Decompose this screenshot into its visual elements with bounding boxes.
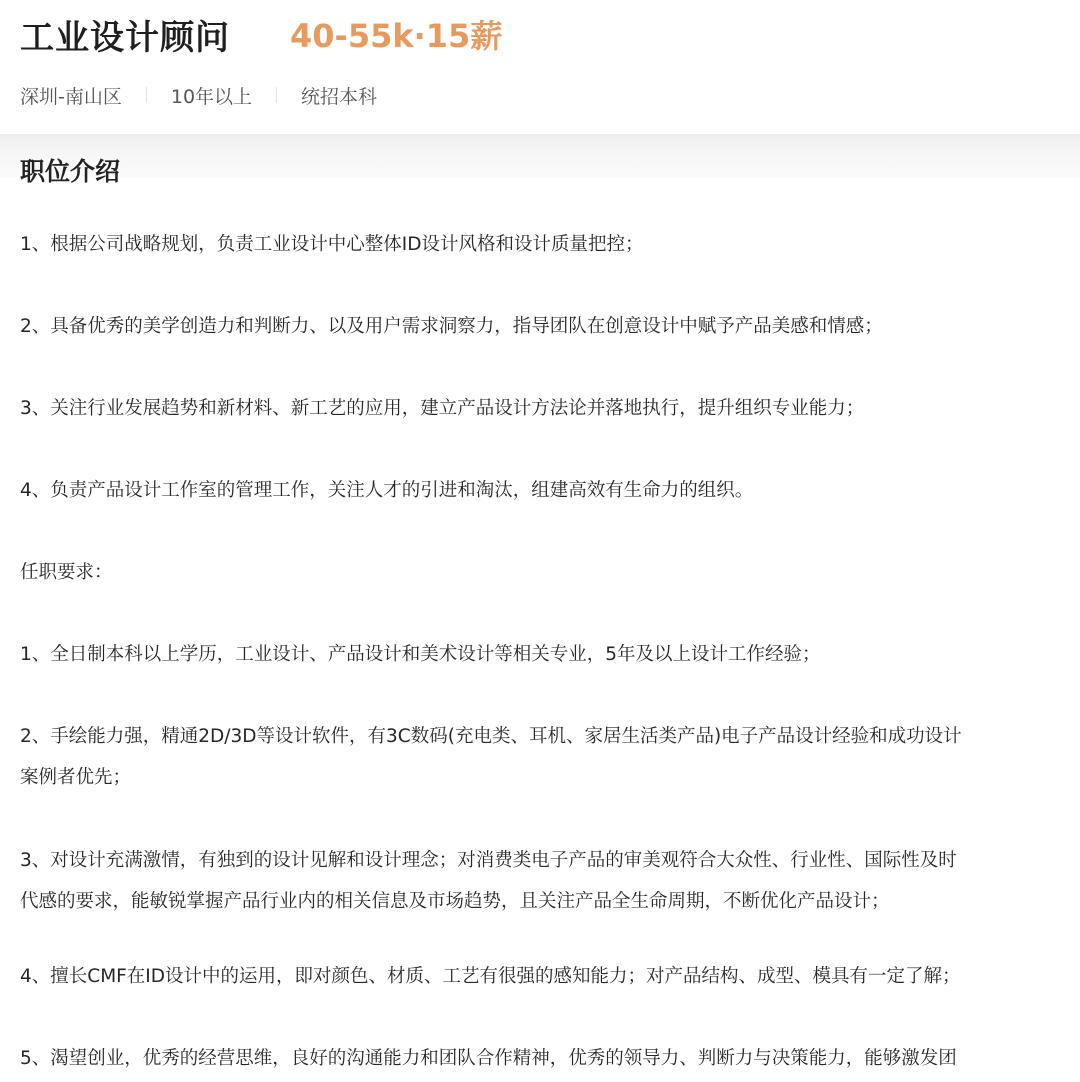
experience: 10年以上 (170, 85, 253, 108)
location: 深圳-南山区 (20, 85, 122, 108)
requirement-item-continued: 案例者优先； (20, 767, 132, 788)
job-title: 工业设计顾问 (20, 17, 230, 58)
requirement-item-continued: 代感的要求，能敏锐掌握产品行业内的相关信息及市场趋势，且关注产品全生命周期，不断优化产品设计； (20, 891, 890, 912)
salary: 40-55k·15薪 (290, 17, 503, 55)
requirement-item: 4、擅长CMF在ID设计中的运用，即对颜色、材质、工艺有很强的感知能力；对产品结构、成型、模具有一定了解； (20, 966, 961, 987)
education: 统招本科 (301, 85, 378, 108)
duty-item: 3、关注行业发展趋势和新材料、新工艺的应用，建立产品设计方法论并落地执行，提升组织专业能力； (20, 398, 865, 419)
requirement-item: 1、全日制本科以上学历，工业设计、产品设计和美术设计等相关专业，5年及以上设计工作经验； (20, 644, 821, 665)
requirement-item: 5、渴望创业，优秀的经营思维，良好的沟通能力和团队合作精神，优秀的领导力、判断力与决策能力，能够激发团 (20, 1048, 957, 1069)
duty-item: 2、具备优秀的美学创造力和判断力、以及用户需求洞察力，指导团队在创意设计中赋予产品美感和情感； (20, 316, 883, 337)
requirements-heading: 任职要求： (20, 562, 113, 583)
job-meta (20, 80, 377, 110)
meta-divider (146, 87, 147, 103)
duty-item: 1、根据公司战略规划，负责工业设计中心整体ID设计风格和设计质量把控； (20, 234, 644, 255)
meta-divider (276, 87, 277, 103)
section-title: 职位介绍 (20, 157, 121, 186)
requirement-item: 2、手绘能力强，精通2D/3D等设计软件，有3C数码(充电类、耳机、家居生活类产品)电子产品设计经验和成功设计 (20, 726, 962, 747)
job-description (0, 134, 1080, 1082)
requirement-item: 3、对设计充满激情，有独到的设计见解和设计理念；对消费类电子产品的审美观符合大众性、行业性、国际性及时 (20, 850, 957, 871)
job-header (0, 0, 1080, 134)
title-row (20, 10, 502, 58)
duty-item: 4、负责产品设计工作室的管理工作，关注人才的引进和淘汰，组建高效有生命力的组织。 (20, 480, 754, 501)
